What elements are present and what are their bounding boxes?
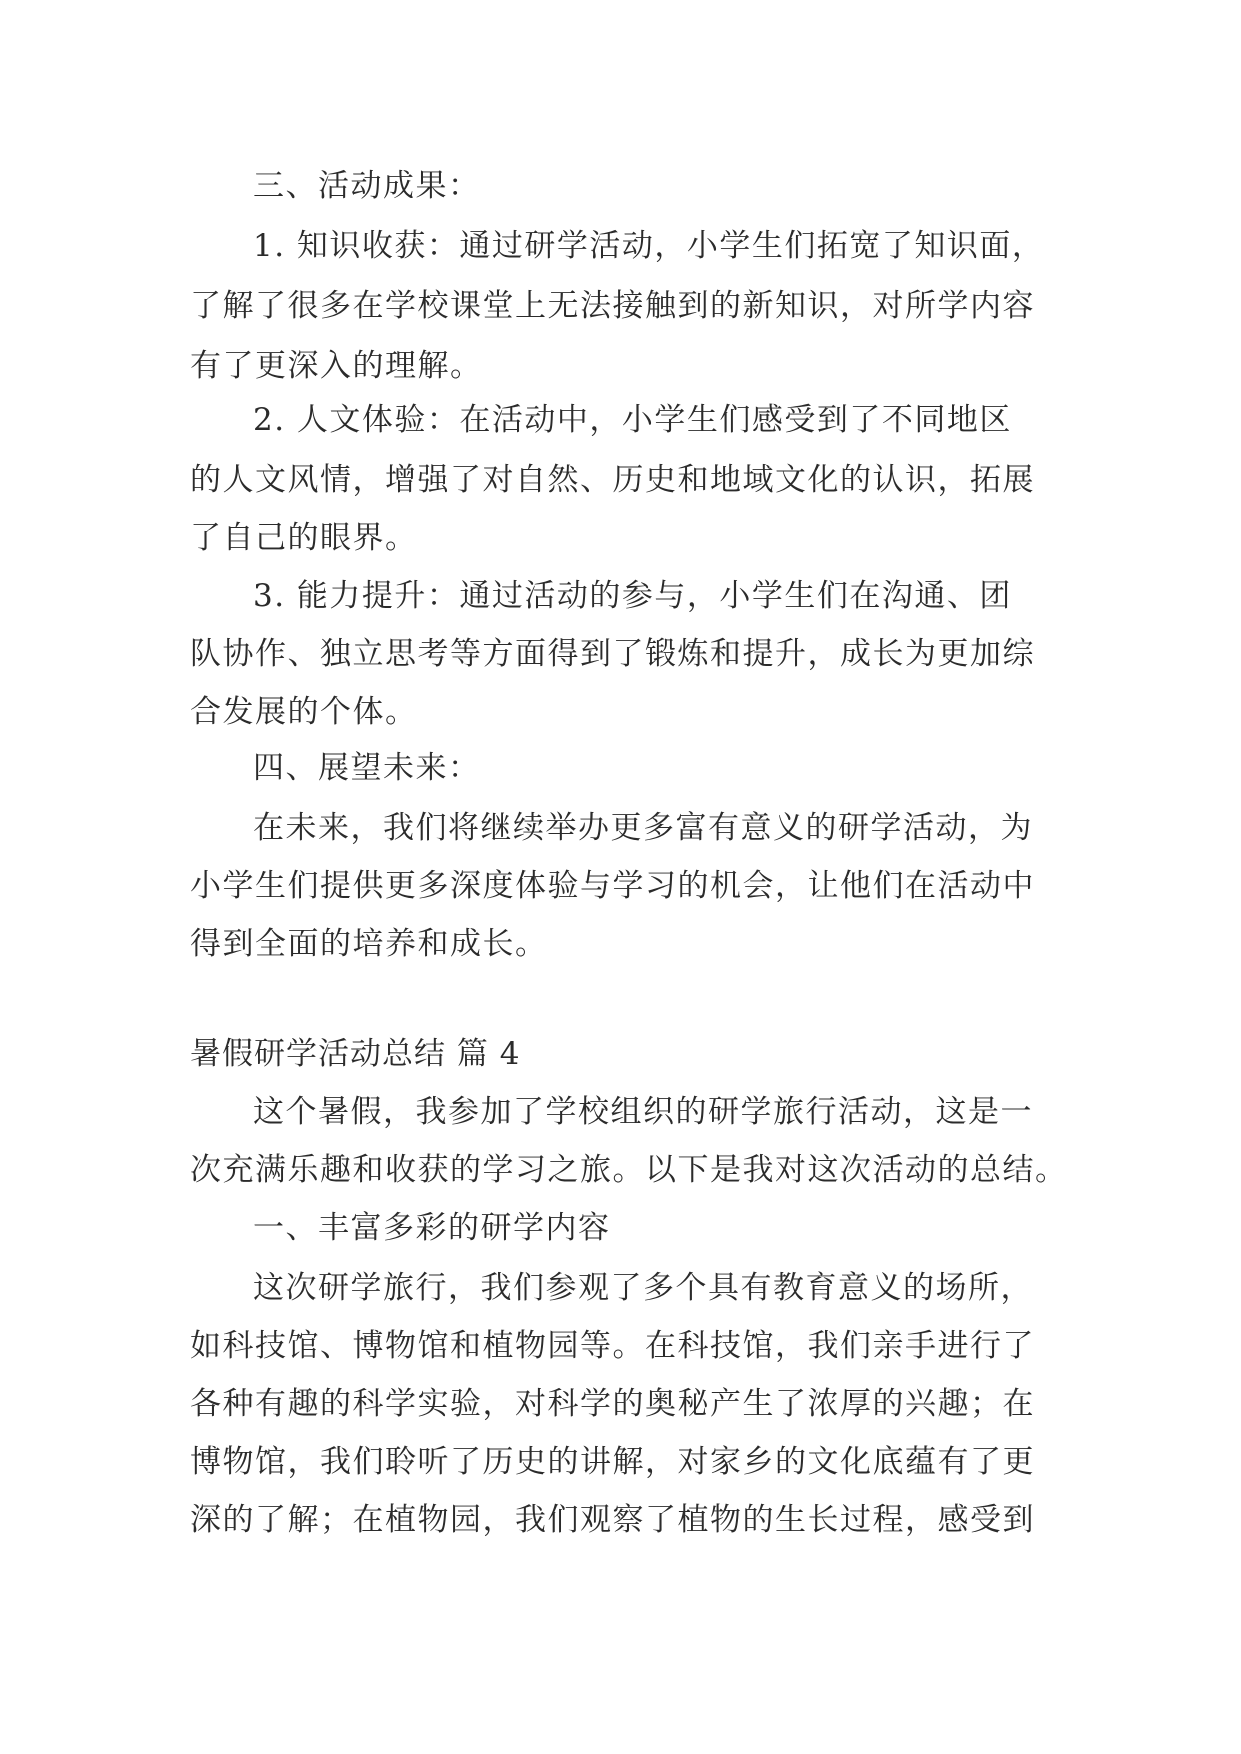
paragraph-line: 3. 能力提升：通过活动的参与，小学生们在沟通、团 [253, 578, 1012, 614]
paragraph-line: 的人文风情，增强了对自然、历史和地域文化的认识，拓展 [190, 462, 1035, 498]
section-heading-outlook: 四、展望未来： [253, 750, 481, 786]
paragraph-line: 队协作、独立思考等方面得到了锻炼和提升，成长为更加综 [190, 636, 1035, 672]
paragraph-line: 次充满乐趣和收获的学习之旅。以下是我对这次活动的总结。 [190, 1152, 1068, 1188]
paragraph-line: 有了更深入的理解。 [190, 348, 483, 384]
paragraph-line: 2. 人文体验：在活动中，小学生们感受到了不同地区 [253, 402, 1012, 438]
section-heading-results: 三、活动成果： [253, 168, 481, 204]
paragraph-line: 1. 知识收获：通过研学活动，小学生们拓宽了知识面， [253, 228, 1045, 264]
paragraph-line: 各种有趣的科学实验，对科学的奥秘产生了浓厚的兴趣；在 [190, 1386, 1035, 1422]
paragraph-line: 小学生们提供更多深度体验与学习的机会，让他们在活动中 [190, 868, 1035, 904]
paragraph-line: 得到全面的培养和成长。 [190, 926, 548, 962]
paragraph-line: 这次研学旅行，我们参观了多个具有教育意义的场所， [253, 1270, 1033, 1306]
article-title: 暑假研学活动总结 篇 4 [190, 1036, 521, 1072]
paragraph-line: 这个暑假，我参加了学校组织的研学旅行活动，这是一 [253, 1094, 1033, 1130]
paragraph-line: 在未来，我们将继续举办更多富有意义的研学活动，为 [253, 810, 1033, 846]
paragraph-line: 合发展的个体。 [190, 694, 418, 730]
paragraph-line: 如科技馆、博物馆和植物园等。在科技馆，我们亲手进行了 [190, 1328, 1035, 1364]
section-heading-content: 一、丰富多彩的研学内容 [253, 1210, 611, 1246]
paragraph-line: 了自己的眼界。 [190, 520, 418, 556]
paragraph-line: 博物馆，我们聆听了历史的讲解，对家乡的文化底蕴有了更 [190, 1444, 1035, 1480]
paragraph-line: 了解了很多在学校课堂上无法接触到的新知识，对所学内容 [190, 288, 1035, 324]
paragraph-line: 深的了解；在植物园，我们观察了植物的生长过程，感受到 [190, 1502, 1035, 1538]
